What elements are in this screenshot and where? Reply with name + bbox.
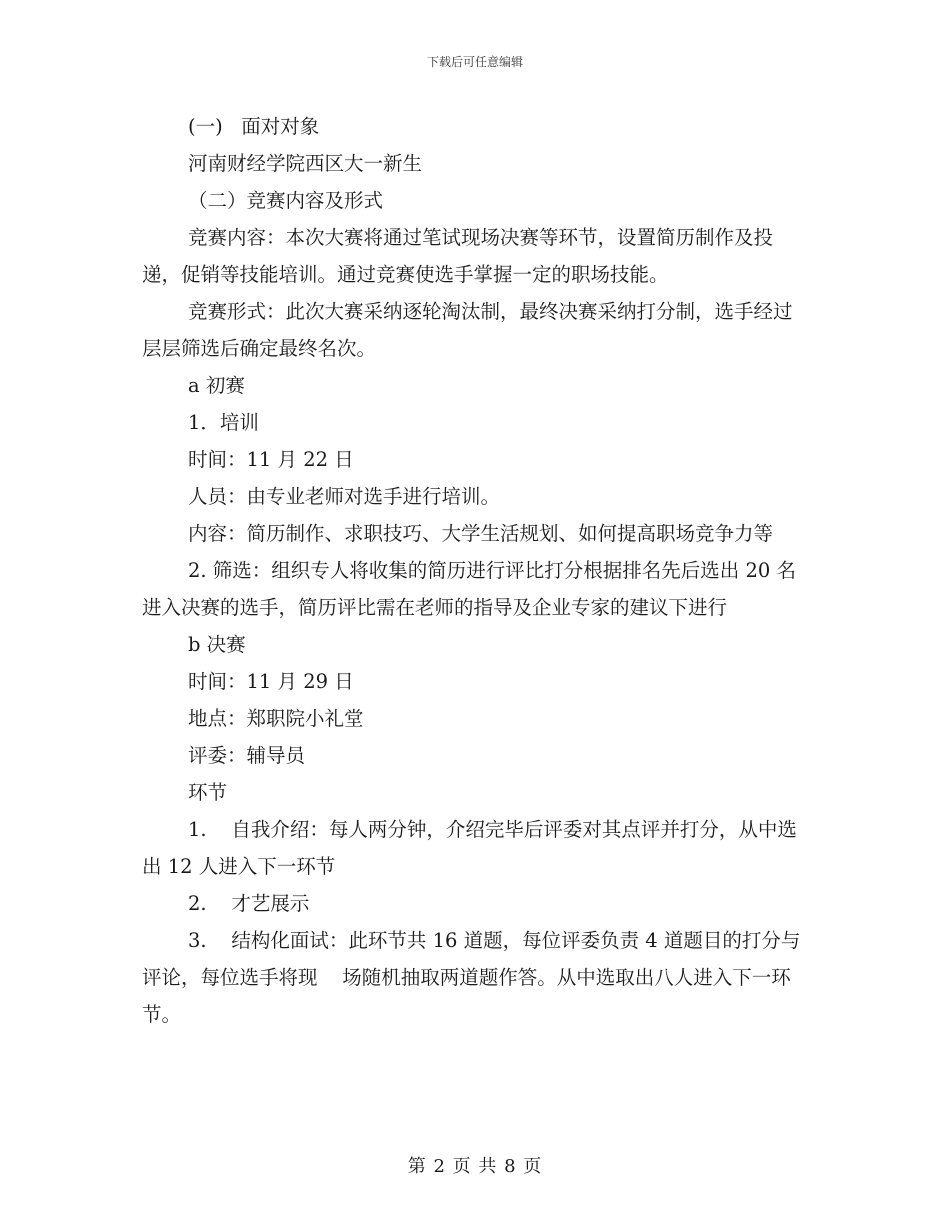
final-heading: b 决赛 <box>188 633 246 656</box>
training-time: 时间：11 月 22 日 <box>188 448 354 471</box>
competition-format: 竞赛形式：此次大赛采纳逐轮淘汰制，最终决赛采纳打分制，选手经过层层筛选后确定最终名次。 <box>142 300 793 360</box>
section-heading-target: (一) 面对对象 <box>188 115 320 138</box>
competition-content: 竞赛内容：本次大赛将通过笔试现场决赛等环节，设置简历制作及投递，促销等技能培训。通过竞赛使选手掌握一定的职场技能。 <box>142 226 774 286</box>
stage-1: 1. 自我介绍：每人两分钟，介绍完毕后评委对其点评并打分，从中选出 12 人进入下一环节 <box>142 818 797 878</box>
document-body <box>142 108 807 1033</box>
final-location: 地点：郑职院小礼堂 <box>188 707 364 730</box>
section-heading-content: （二）竞赛内容及形式 <box>188 189 384 212</box>
stage-3: 3. 结构化面试：此环节共 16 道题，每位评委负责 4 道题目的打分与评论，每位选手将现 场随机抽取两道题作答。从中选取出八人进入下一环节。 <box>142 929 801 1026</box>
page-header: 下载后可任意编辑 <box>426 55 523 69</box>
training-content: 内容：简历制作、求职技巧、大学生活规划、如何提高职场竞争力等 <box>188 522 774 545</box>
stages-heading: 环节 <box>188 781 228 804</box>
final-judges: 评委：辅导员 <box>188 744 306 767</box>
preliminary-heading: a 初赛 <box>188 374 245 397</box>
target-audience: 河南财经学院西区大一新生 <box>188 152 423 175</box>
final-time: 时间：11 月 29 日 <box>188 670 354 693</box>
stage-2: 2. 才艺展示 <box>188 892 310 915</box>
training-heading: 1．培训 <box>188 411 259 434</box>
screening-paragraph: 2. 筛选：组织专人将收集的简历进行评比打分根据排名先后选出 20 名进入决赛的选手，简历评比需在老师的指导及企业专家的建议下进行 <box>142 559 797 619</box>
training-staff: 人员：由专业老师对选手进行培训。 <box>188 485 501 508</box>
page-footer: 第 2 页 共 8 页 <box>407 1156 543 1177</box>
